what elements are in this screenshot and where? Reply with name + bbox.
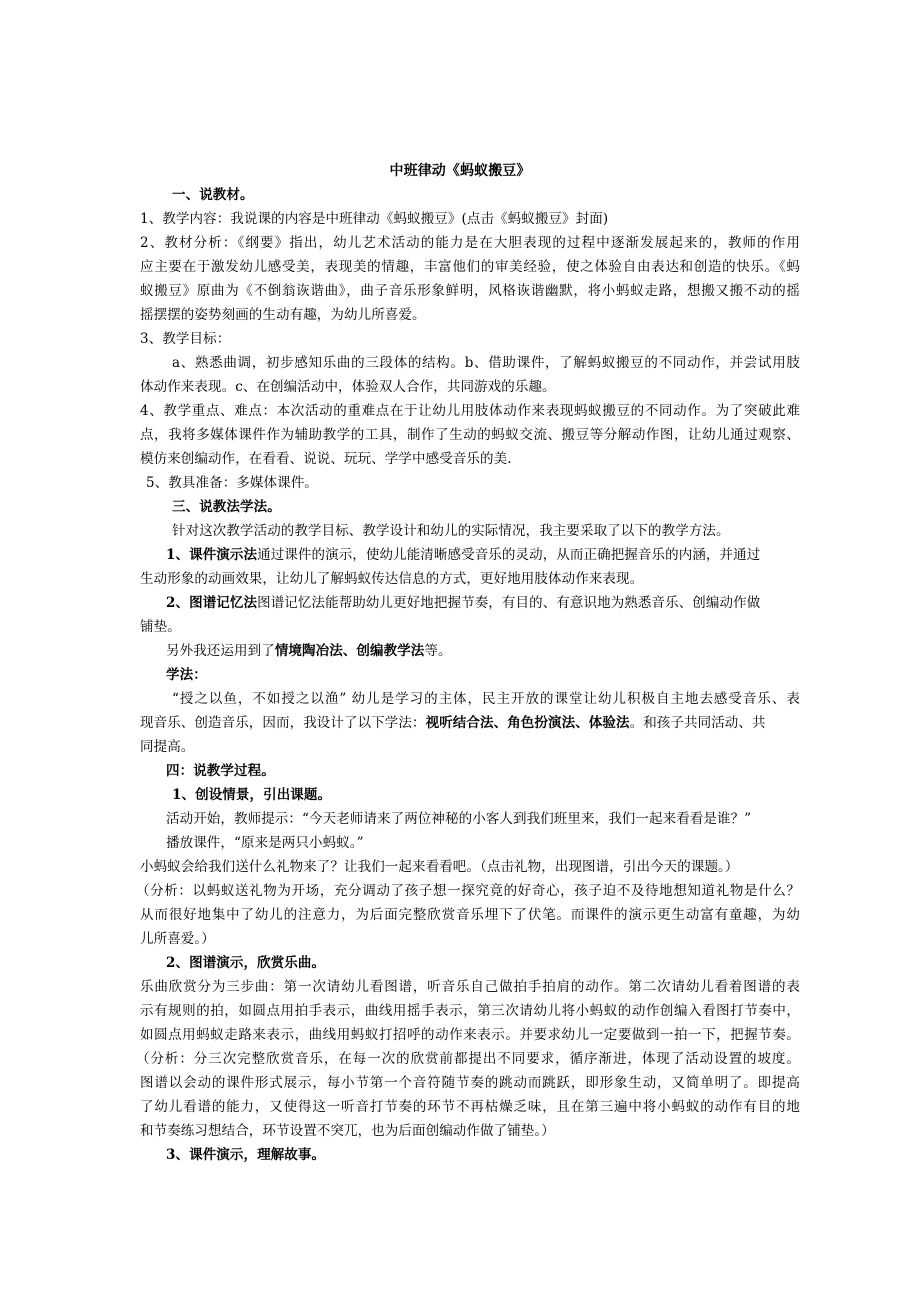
paragraph-line: 小蚂蚁会给我们送什么礼物来了？让我们一起来看看吧。（点击礼物，出现图谱，引出今天的课题。） <box>140 859 739 875</box>
analysis-line: 从而很好地集中了幼儿的注意力，为后面完整欣赏音乐埋下了伏笔。而课件的演示更生动富有童趣，为幼 <box>140 907 800 923</box>
paragraph-line: 现音乐、创造音乐，因而，我设计了以下学法：视听结合法、角色扮演法、体验法。和孩子共同活动、共 <box>140 715 766 731</box>
paragraph-line: 生动形象的动画效果，让幼儿了解蚂蚁传达信息的方式，更好地用肢体动作来表现。 <box>140 571 644 587</box>
paragraph-line: 应主要在于激发幼儿感受美，表现美的情趣，丰富他们的审美经验，使之体验自由表达和创造的快乐。《蚂 <box>140 259 800 275</box>
paragraph-line: 2、图谱记忆法图谱记忆法能帮助幼儿更好地把握节奏，有目的、有意识地为熟悉音乐、创编动作做 <box>166 595 761 611</box>
paragraph-line: 5、教具准备：多媒体课件。 <box>146 475 318 491</box>
paragraph-line: 乐曲欣赏分为三步曲：第一次请幼儿看图谱，听音乐自己做拍手拍肩的动作。第二次请幼儿看着图谱的表 <box>140 979 800 995</box>
paragraph-line: 针对这次教学活动的教学目标、教学设计和幼儿的实际情况，我主要采取了以下的教学方法。 <box>172 523 730 539</box>
paragraph-line: 1、课件演示法通过课件的演示，使幼儿能清晰感受音乐的灵动，从而正确把握音乐的内涵，并通过 <box>166 547 761 563</box>
paragraph-line: 另外我还运用到了情境陶冶法、创编教学法等。 <box>166 643 452 659</box>
analysis-line: 和节奏练习想结合，环节设置不突兀，也为后面创编动作做了铺垫。） <box>140 1123 555 1139</box>
analysis-line: （分析：以蚂蚁送礼物为开场，充分调动了孩子想一探究竟的好奇心，孩子迫不及待地想知道礼物是什么？ <box>136 883 800 899</box>
paragraph-line: 同提高。 <box>140 739 195 755</box>
sub-heading: 学法： <box>166 667 207 683</box>
paragraph-line: “授之以鱼，不如授之以渔” 幼儿是学习的主体，民主开放的课堂让幼儿积极自主地去感受音乐、表 <box>172 691 800 707</box>
paragraph-line: 1、教学内容：我说课的内容是中班律动《蚂蚁搬豆》(点击《蚂蚁搬豆》封面) <box>140 211 609 227</box>
paragraph-line: 示有规则的拍，如圆点用拍手表示，曲线用摇手表示，第三次请幼儿将小蚂蚁的动作创编入看图打节奏中， <box>140 1003 800 1019</box>
document-title: 中班律动《蚂蚁搬豆》 <box>389 163 531 179</box>
sub-heading: 2、图谱演示，欣赏乐曲。 <box>166 955 326 971</box>
bold-term: 视听结合法、角色扮演法、体验法 <box>425 715 630 731</box>
analysis-line: 儿所喜爱。） <box>140 931 215 947</box>
sub-heading: 3、课件演示，理解故事。 <box>166 1147 326 1163</box>
section-heading: 一、说教材。 <box>172 187 254 203</box>
section-heading: 四：说教学过程。 <box>166 763 275 779</box>
paragraph-line: 摇摆摆的姿势刻画的生动有趣，为幼儿所喜爱。 <box>140 307 426 323</box>
paragraph-line: 模仿来创编动作，在看看、说说、玩玩、学学中感受音乐的美. <box>140 451 512 467</box>
paragraph-line: 体动作来表现。c、在创编活动中，体验双人合作，共同游戏的乐趣。 <box>140 379 556 395</box>
paragraph-line: 如圆点用蚂蚁走路来表示，曲线用蚂蚁打招呼的动作来表示。并要求幼儿一定要做到一拍一下，把握节奏。 <box>140 1027 800 1043</box>
paragraph-line: a、熟悉曲调，初步感知乐曲的三段体的结构。b、借助课件，了解蚂蚁搬豆的不同动作，并尝试用肢 <box>172 355 800 371</box>
bold-term: 2、图谱记忆法 <box>166 595 258 611</box>
paragraph-line: 3、教学目标： <box>140 331 231 347</box>
paragraph-line: 铺垫。 <box>140 619 181 635</box>
sub-heading: 1、创设情景，引出课题。 <box>172 787 332 803</box>
paragraph-line: 蚁搬豆》原曲为《不倒翁诙谐曲》，曲子音乐形象鲜明，风格诙谐幽默，将小蚂蚁走路，想搬又搬不动的摇 <box>140 283 800 299</box>
bold-term: 1、课件演示法 <box>166 547 258 563</box>
paragraph-line: 活动开始，教师提示：“今天老师请来了两位神秘的小客人到我们班里来，我们一起来看看是谁？” <box>166 811 752 827</box>
analysis-line: 图谱以会动的课件形式展示，每小节第一个音符随节奏的跳动而跳跃，即形象生动，又简单明了。即提高 <box>140 1075 800 1091</box>
paragraph-line: 2、教材分析：《纲要》指出，幼儿艺术活动的能力是在大胆表现的过程中逐渐发展起来的，教师的作用 <box>140 235 800 251</box>
analysis-line: 了幼儿看谱的能力，又使得这一听音打节奏的环节不再枯燥乏味，且在第三遍中将小蚂蚁的动作有目的地 <box>140 1099 800 1115</box>
analysis-line: （分析：分三次完整欣赏音乐，在每一次的欣赏前都提出不同要求，循序渐进，体现了活动设置的坡度。 <box>136 1051 800 1067</box>
paragraph-line: 播放课件，“原来是两只小蚂蚁。” <box>166 835 364 851</box>
section-heading: 三、说教法学法。 <box>172 499 281 515</box>
paragraph-line: 4、教学重点、难点：本次活动的重难点在于让幼儿用肢体动作来表现蚂蚁搬豆的不同动作。为了突破此难 <box>140 403 800 419</box>
paragraph-line: 点，我将多媒体课件作为辅助教学的工具，制作了生动的蚂蚁交流、搬豆等分解动作图，让幼儿通过观察、 <box>140 427 800 443</box>
bold-term: 情境陶冶法、创编教学法 <box>274 643 425 659</box>
